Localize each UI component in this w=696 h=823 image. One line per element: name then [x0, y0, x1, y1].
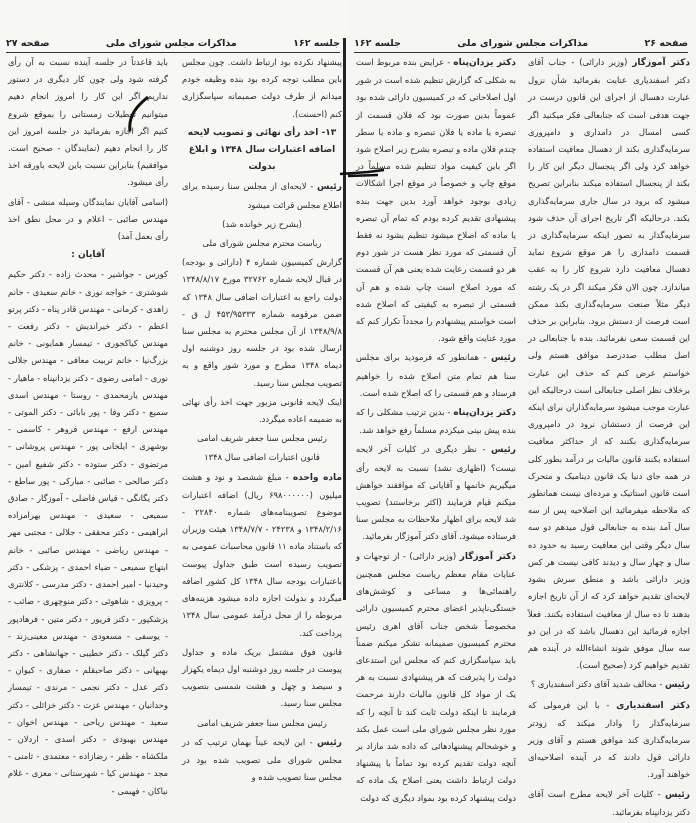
speech-paragraph [356, 548, 516, 807]
speaker-name: رئیس [665, 680, 690, 691]
speech-paragraph [182, 469, 342, 642]
speech-paragraph [182, 734, 342, 787]
centered-line: ریاست محترم مجلس شورای ملی [202, 238, 322, 249]
speech-text: - کلیات آخر لایحه مطرح است آقای دکتر یزدانپناه بفرمائید. [528, 788, 690, 817]
publication-title: مذاکرات مجلس شورای ملی [457, 37, 589, 49]
speech-text: - عرایض بنده مربوط است به شکلی که گزارش تنظیم شده است در شور اول اصلاحاتی که در کمیسیون دارائی شده بود عموماً بدین صورت بود که فلان قسمت از تبصره یا ماده یا فلان تبصره و ماده یا سطر چندم فلان ماده و تبصره بشرح زیر اصلاح شود اگر باین کیفیت مواد تنظیم شده مسلماً در موقع چاپ و خصوصاً در موقع اجرا اشکالات زیادی بوجود خواهد آورد بدین جهت بنده پیشنهادی تقدیم کرده بودم که تمام آن تبصره یا ماده که اصلاح میشود تنظیم بشود نه فقط آن قسمتی که مورد نظر هست در شور دوم هر دو قسمت رعایت شده یعنی هم آن قسمت که مورد اصلاح است چاپ شده و هم آن قسمتی از تبصره به کیفیتی که اصلاح شده است خواستم پیشنهادم را مجدداً تکرار کنم که مورد عنایت واقع شود. [356, 57, 516, 344]
page-header [354, 36, 688, 53]
text-column-right [182, 54, 342, 788]
speaker-name: رئیس [491, 445, 516, 456]
speech-text: - لایحه‌ای از مجلس سنا رسیده برای اطلاع مجلس قرائت میشود [182, 181, 342, 210]
speaker-name: دکتر یزدان‌پناه [453, 58, 516, 68]
speaker-name: ماده واحده [292, 472, 342, 483]
page-header [6, 36, 340, 53]
speaker-name: دکتر آموزگار [632, 58, 690, 68]
speech-text: - با این فرمولی که سرمایه‌گذار را وادار میکند که زودتر سرمایه‌گذاری کند موافق هستم و آقای وزیر دارائی قول دادند که در آینده اصلاحیه‌ای خواهند آورد. [528, 699, 690, 780]
speaker-name: دکتر آموزگار [459, 551, 516, 562]
speech-text: (وزیر دارائی) - جناب آقای دکتر اسفندیاری عنایت بفرمائید شأن نزول عبارت دهسال از اجرای این قانون درست در جهت هدفی است که جنابعالی فکر میکنید اگر کسی امسال در دامداری و دامپروری سرمایه‌گذاری بکند از دهسال معافیت استفاده خواهد کرد ولی اگر پنجسال دیگر این کار را بکند از پنجسال استفاده میکند بنابراین تصریح میشود که برود در سال جاری سرمایه‌گذاری بکند. درحالیکه اگر تاریخ اجرای آن حذف شود سرمایه‌گذار به تصور اینکه سرمایه‌گذاری در قسمت دامداری را هر موقع شروع نماید دهسال معافیت دارد شروع کار را به عقب میاندازد. چون الان فکر میکند اگر در یک رشته دیگر مثلاً صنعت سرمایه‌گذاری بکند ممکن است فرصت از دستش برود. بنابراین بر حذف این قسمت سعی نفرمائید. بنده با جنابعالی در اصل مطلب صددرصد موافق هستم ولی خواستم عرض کنم که حذف این عبارت برخلاف نظر اصلی جنابعالی است درحالیکه این عبارت موجب میشود سرمایه‌گذاران برای اینکه این فرصت از دستشان نرود در دامپروری سرمایه‌گذاری بکنند که از حداکثر معافیت استفاده بکنند قانون مالیات بر درآمد بطور کلی در همه جای دنیا یک قانون دینامیک و متحرک است قانون استاتیک و مرده‌ای نیست همانطور که ملاحظه میفرمائید این اصلاحیه پس از سه سال آمد بنده به جنابعالی قول میدهم دو سه سال دیگر وقتی این معافیت رسید به حدود ده سال و چهار سال و دیدند کافی نیست هر کس وزیر دارائی باشد و منطق سرش بشود لایحه‌ای تقدیم خواهد کرد که از آن تاریخ اجازه بدهند تا ده سال از معافیت استفاده بکنند. فعلاً اجازه فرمائید این دهسال باشد که در این دو سه سال موفق شوند انشاءالله در آینده هم تقدیم خواهیم کرد (صحیح است). [528, 57, 690, 671]
speech-paragraph [356, 404, 516, 439]
paragraph: کورس - جواشیر - محدث زاده - دکتر حکیم شوشتری - خواجه نوری - خانم سعیدی - خانم زاهدی - کرمانی - مهندس قادر پناه - دکتر پرتو اعظم - دکتر خیراندیش - دکتر رفعت - مهندس کیاکجوری - تیمسار همایونی - خانم بزرگ‌نیا - خانم تربیت معافی - مهندس جلالی نوری - امامی رضوی - دکتر یزدانپناه - ماهیار - مهندس یارمحمدی - روستا - مهندس اسدی سمیع - دکتر وفا - پور بابائی - دکتر الموتی - مهندس ارفع - مهندس فروهر - کاسمی - بوشهری - ایلخانی پور - مهندس پروشانی - مرتضوی - دکتر ستوده - دکتر شفیع امین - دکتر صالحی - صائبی - مبارکی - پور ساطع - دکتر یگانگی - قیاس فاضلی - آموزگار - صادق سمیعی - سعیدی - مهندس بهرامزاده ابراهیمی - دکتر محققی - جلالی - مجتبی مهر - مهندس ریاضی - مهندس صائبی - خانم ابتهاج سمیعی - ضیاء احمدی - پزشکی - دکتر وحیدنیا - امیر احمدی - دکتر مدرسی - کلانتری - پرویزی - شاهوئی - دکتر منوچهری - صائب - پزشکپور - دکتر فریور - دکتر متین - فرهادپور - یوسفی - مسعودی - مهندس معینی‌زند - دکتر گیلک - دکتر خطیبی - جهانشاهی - دکتر بهبهانی - دکتر صاحبقلم - صفاری - کیوان - دکتر عدل - دکتر نجمی - مرندی - تیمسار وحدانیان - مهندس عزت - دکتر خزائلی - دکتر سعید - مهندس ریاحی - مهندس اخوان - مهندس بهبودی - دکتر اسدی - اردلان - ملکشاه - ظفر - رضازاده - معتمدی - ثامنی - مجد - مهندس کیا - شهرستانی - معزی - غلام نیاکان - فهیمی - [8, 269, 168, 796]
right-page-26 [348, 0, 696, 817]
centered-line: رئیس مجلس سنا جعفر شریف امامی [197, 433, 327, 444]
speech-paragraph [356, 54, 516, 347]
speaker-name: رئیس [317, 737, 342, 748]
speaker-name: دکتر یزدان‌پناه [453, 408, 516, 419]
centered-line: قانون اعتبارات اضافی سال ۱۳۴۸ [204, 452, 320, 463]
speech-text: - نظر دیگری در کلیات آخر لایحه نیست؟ (اظهاری نشد) نسبت به لایحه رأی میگیریم خانمها و آقایانی که موافقند خواهش میکنم قیام فرمایند (اکثر برخاستند) تصویب شد لایحه برای اظهار ملاحظات به مجلس سنا فرستاده میشود. آقای دکتر آموزگار بفرمائید. [356, 444, 516, 542]
paragraph: گزارش کمیسیون شماره ۴ (دارائی و بودجه) در قبال لایحه شماره ۳۲۷۶۲ مورخ ۱۳۴۸/۸/۱۷ دولت راجع به اعتبارات اضافی سال ۱۳۴۸ که ضمن مرقومه شماره ۴۵۳/۹۵۳۳۳ ل ق - ۱۳۴۸/۹/۸ از آن مجلس محترم به مجلس سنا ارسال شده بود در جلسه روز دوشنبه اول دیماه ۱۳۴۸ مطرح و مورد شور واقع و به تصویب مجلس سنا رسید. [182, 257, 343, 388]
speaker-name: رئیس [665, 789, 690, 800]
pointing-hand-mark-icon [338, 166, 388, 180]
session-number: جلسه ۱۶۲ [293, 37, 340, 49]
speech-text: - این لایحه عیناً بهمان ترتیب که در مجلس شورای ملی تصویب شده بود در مجلس سنا تصویب شده و [182, 736, 342, 783]
speech-paragraph [528, 54, 690, 674]
speaker-name: رئیس [491, 353, 516, 364]
page-number: صفحه ۲۶ [644, 37, 688, 49]
speech-text: - بدین ترتیب مشکلی را که بنده پیش بینی میکردم مسلماً رفع خواهد شد. [356, 407, 516, 436]
speech-text: (وزیر دارائی) - از توجهات و عنایات مقام معظم ریاست مجلس همچنین راهنمائی‌ها و مساعی و کوشش‌های خستگی‌ناپذیر اعضای محترم کمیسیون دارائی مخصوصاً شخص جناب آقای اهری رئیس محترم کمیسیون صمیمانه تشکر میکنم ضمناً باید سپاسگزاری کنم که مجلس این استدعای دولت را پذیرفت که هر پیشنهادی نسبت به هر یک از مواد کل قانون مالیات دارند مرحمت فرمایند تا اینکه دولت ثابت کند تا آنچه را که مورد نظر مجلس شورای ملی است عمل بکند و خوشحالم پیشنهادهائی که داده شد مازاد بر آنچه دولت تقدیم کرده بود تماماً با پیشنهاد دولت ارتباط داشت یعنی اصلاح یک ماده که دولت پیشنهاد کرده بود بمواد دیگری که دولت [356, 550, 516, 803]
left-page-27 [0, 0, 348, 796]
speech-paragraph [356, 349, 516, 402]
text-column-left [8, 54, 168, 802]
section-heading: آقایان : [71, 250, 105, 261]
speech-paragraph [528, 697, 690, 784]
page-number: صفحه ۲۷ [6, 37, 50, 49]
text-column-right [528, 54, 690, 823]
session-number: جلسه ۱۶۲ [354, 37, 401, 49]
speech-text: - همانطور که فرمودید برای مجلس سنا هم تمام متن اصلاح شده را خواهیم فرستاد و هم قسمتی را که اصلاح شده است. [356, 352, 516, 398]
handwritten-mark-icon [118, 95, 158, 135]
speech-text: - مخالف شدید آقای دکتر اسفندیاری ؟ [530, 679, 663, 690]
publication-title: مذاکرات مجلس شورای ملی [105, 37, 237, 49]
centered-line: (بشرح زیر خوانده شد) [222, 218, 302, 229]
speech-text: - مبلغ ششصد و نود و هشت میلیون (۶۹۸۰۰۰۰۰۰ ریال) اضافه اعتبارات موضوع تصویبنامه‌های شماره ۲۲۸۴۰ - ۱۳۴۸/۲/۱۶ و ۲۴۲۳۸ - ۱۳۴۸/۷/۷ هیئت وزیران که باستناد ماده ۱۱ قانون محاسبات عمومی به تصویب رسیده است طبق جداول پیوست باعتبارات بودجه سال ۱۳۴۸ کل کشور اضافه میگردد و بدولت اجازه داده میشود هزینه‌های مربوطه را از محل درآمد عمومی سال ۱۳۴۸ پرداخت کند. [182, 471, 342, 638]
paragraph: (اسامی آقایان نمایندگان وسیله منشی - آقای مهندس صائبی - اعلام و در محل نطق اخذ رأی بعمل آمد) [8, 196, 168, 242]
paragraph: اینک لایحه قانونی مزبور جهت اخذ رأی نهائی به ضمیمه اعاده میگردد. [182, 396, 342, 425]
section-heading: ۱۳- اخذ رأی نهائی و تصویب لایحه اضافه اعتبارات سال ۱۳۴۸ و ابلاغ بدولت [187, 127, 337, 173]
speech-paragraph [182, 178, 342, 213]
paragraph: پیشنهاد نکرده بود ارتباط داشت. چون مجلس باین مطلب توجه کرده بود بنده وظیفه خودم میدانم از طرف دولت صمیمانه سپاسگزاری کنم (احسنت). [182, 57, 342, 119]
speech-paragraph [356, 441, 516, 545]
paragraph: قانون فوق مشتمل بریک ماده و جداول پیوست در جلسه روز دوشنبه اول دیماه یکهزار و سیصد و چهل و هشت شمسی بتصویب مجلس سنا رسید. [182, 646, 342, 709]
speaker-name: دکتر اسفندیاری [616, 700, 690, 711]
paragraph: باید قاعدتاً در جلسه آینده نسبت به آن رأی گرفته شود ولی چون کار دیگری در دستور نداریم اگر این کار را امروز انجام دهیم میتوانیم تعطیلات زمستانی را بموقع شروع کنیم اگر اجازه بفرمائید در جلسه امروز این کار را انجام دهیم (نمایندگان - صحیح است. موافقیم) بنابراین نسبت باین لایحه باورقه اخذ رأی میشود. [8, 57, 168, 188]
speech-paragraph [528, 676, 690, 694]
centered-line: رئیس مجلس سنا جعفر شریف امامی [197, 717, 327, 728]
page-divider [343, 38, 346, 600]
speaker-name: رئیس [317, 182, 342, 193]
speech-paragraph [528, 786, 690, 821]
